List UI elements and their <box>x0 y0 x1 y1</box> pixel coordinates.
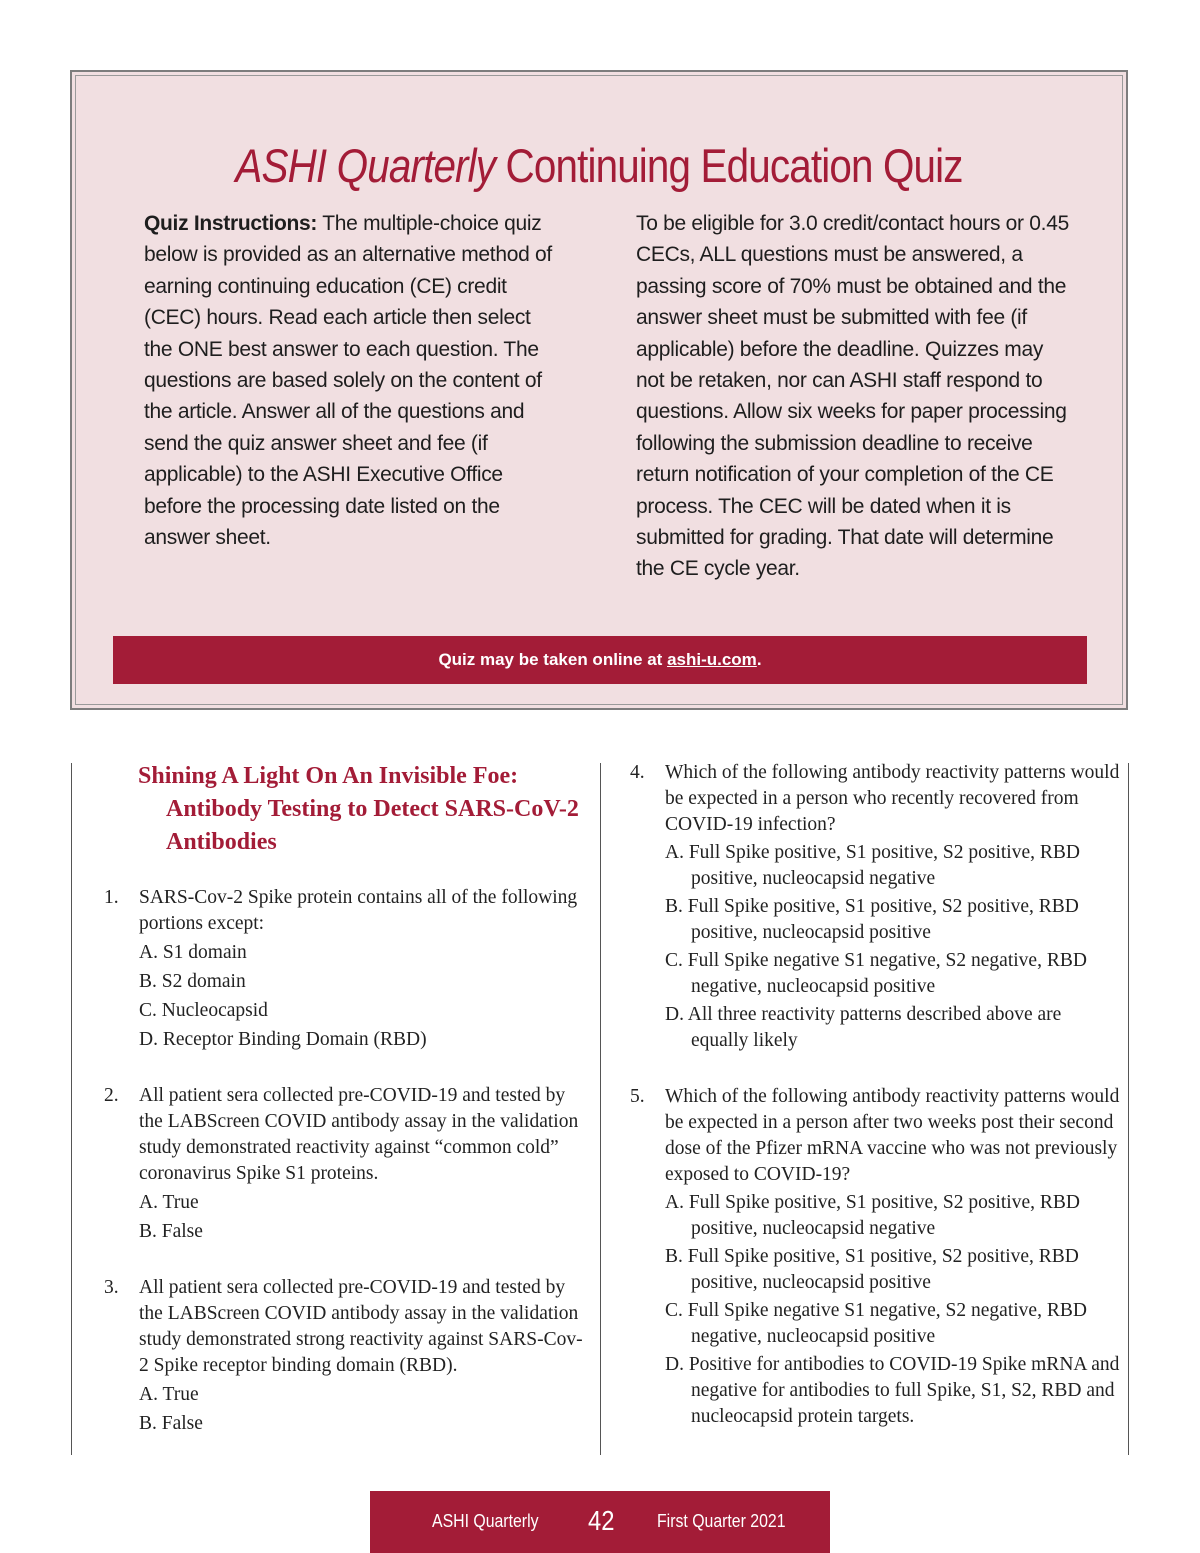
question-stem: Which of the following antibody reactivity patterns would be expected in a person who recently recovered from COVID-19 infection? <box>665 762 1120 835</box>
footer-issue: First Quarter 2021 <box>657 1511 786 1531</box>
answer-option[interactable]: C. Full Spike negative S1 negative, S2 negative, RBD negative, nucleocapsid positive <box>665 950 1087 997</box>
article-title: Shining A Light On An Invisible Foe: Antibody Testing to Detect SARS-CoV-2 Antibodies <box>138 763 579 855</box>
answer-option[interactable]: B. False <box>139 1221 203 1242</box>
answer-option[interactable]: B. Full Spike positive, S1 positive, S2 positive, RBD positive, nucleocapsid positive <box>665 896 1079 943</box>
question-number: 2. <box>104 1085 119 1106</box>
question-stem: SARS-Cov-2 Spike protein contains all of the following portions except: <box>139 887 578 934</box>
online-quiz-banner <box>113 636 1087 684</box>
question-2 <box>104 1083 584 1245</box>
page-title <box>146 138 1052 193</box>
footer-page-number: 42 <box>588 1505 615 1536</box>
quiz-info-box <box>70 70 1128 710</box>
online-prefix: Quiz may be taken online at <box>438 650 668 669</box>
instructions-text: The multiple-choice quiz below is provided as an alternative method of earning continuing education (CE) credit (CEC) hours. Read each article then select the ONE best answer to each question. The questions are based solely on the content of the article. Answer all of the questions and send the quiz answer sheet and fee (if applicable) to the ASHI Executive Office before the processing date listed on the answer sheet. <box>144 212 552 550</box>
answer-option[interactable]: B. S2 domain <box>139 971 246 992</box>
answer-option[interactable]: B. Full Spike positive, S1 positive, S2 positive, RBD positive, nucleocapsid positive <box>665 1246 1079 1293</box>
question-stem: All patient sera collected pre-COVID-19 and tested by the LABScreen COVID antibody assay in the validation study demonstrated strong reactivity against SARS-Cov-2 Spike receptor binding domain (RBD). <box>139 1277 583 1376</box>
answer-option[interactable]: D. Receptor Binding Domain (RBD) <box>139 1029 427 1050</box>
answer-option[interactable]: A. S1 domain <box>139 942 247 963</box>
eligibility-column <box>636 208 1076 585</box>
instructions-label: Quiz Instructions: <box>144 212 318 235</box>
answer-option[interactable]: A. Full Spike positive, S1 positive, S2 positive, RBD positive, nucleocapsid negative <box>665 842 1080 889</box>
question-number: 5. <box>630 1086 645 1107</box>
title-publication: ASHI Quarterly <box>235 139 496 192</box>
column-rule-right <box>1128 763 1129 1455</box>
answer-option[interactable]: C. Nucleocapsid <box>139 1000 268 1021</box>
question-1 <box>104 885 584 1053</box>
answer-option[interactable]: D. Positive for antibodies to COVID-19 Spike mRNA and negative for antibodies to full Spike, S1, S2, RBD and nucleocapsid protein targets. <box>665 1354 1120 1427</box>
answer-option[interactable]: A. Full Spike positive, S1 positive, S2 positive, RBD positive, nucleocapsid negative <box>665 1192 1080 1239</box>
left-column <box>104 760 584 1437</box>
question-stem: Which of the following antibody reactivity patterns would be expected in a person after two weeks post their second dose of the Pfizer mRNA vaccine who was not previously exposed to COVID-19? <box>665 1086 1120 1185</box>
question-number: 3. <box>104 1277 119 1298</box>
question-4 <box>630 760 1120 1054</box>
title-rest: Continuing Education Quiz <box>495 139 963 192</box>
answer-option[interactable]: C. Full Spike negative S1 negative, S2 negative, RBD negative, nucleocapsid positive <box>665 1300 1087 1347</box>
column-rule-middle <box>600 763 601 1455</box>
online-suffix: . <box>756 650 762 669</box>
answer-option[interactable]: A. True <box>139 1384 199 1405</box>
instructions-column <box>144 208 564 553</box>
question-3 <box>104 1275 584 1437</box>
online-quiz-link[interactable]: ashi-u.com <box>667 650 757 669</box>
question-number: 4. <box>630 762 645 783</box>
question-stem: All patient sera collected pre-COVID-19 and tested by the LABScreen COVID antibody assay in the validation study demonstrated reactivity against “common cold” coronavirus Spike S1 proteins. <box>139 1085 579 1184</box>
answer-option[interactable]: A. True <box>139 1192 199 1213</box>
answer-option[interactable]: D. All three reactivity patterns described above are equally likely <box>665 1004 1062 1051</box>
footer-publication: ASHI Quarterly <box>432 1511 539 1531</box>
right-column <box>630 760 1120 1430</box>
answer-option[interactable]: B. False <box>139 1413 203 1434</box>
question-number: 1. <box>104 887 119 908</box>
question-5 <box>630 1084 1120 1430</box>
eligibility-text: To be eligible for 3.0 credit/contact hours or 0.45 CECs, ALL questions must be answered, a passing score of 70% must be obtained and the answer sheet must be submitted with fee (if applicable) before the deadline. Quizzes may not be retaken, nor can ASHI staff respond to questions. Allow six weeks for paper processing following the submission deadline to receive return notification of your completion of the CE process. The CEC will be dated when it is submitted for grading. That date will determine the CE cycle year. <box>636 212 1069 581</box>
column-rule-left <box>71 763 72 1455</box>
page-footer <box>370 1491 830 1553</box>
